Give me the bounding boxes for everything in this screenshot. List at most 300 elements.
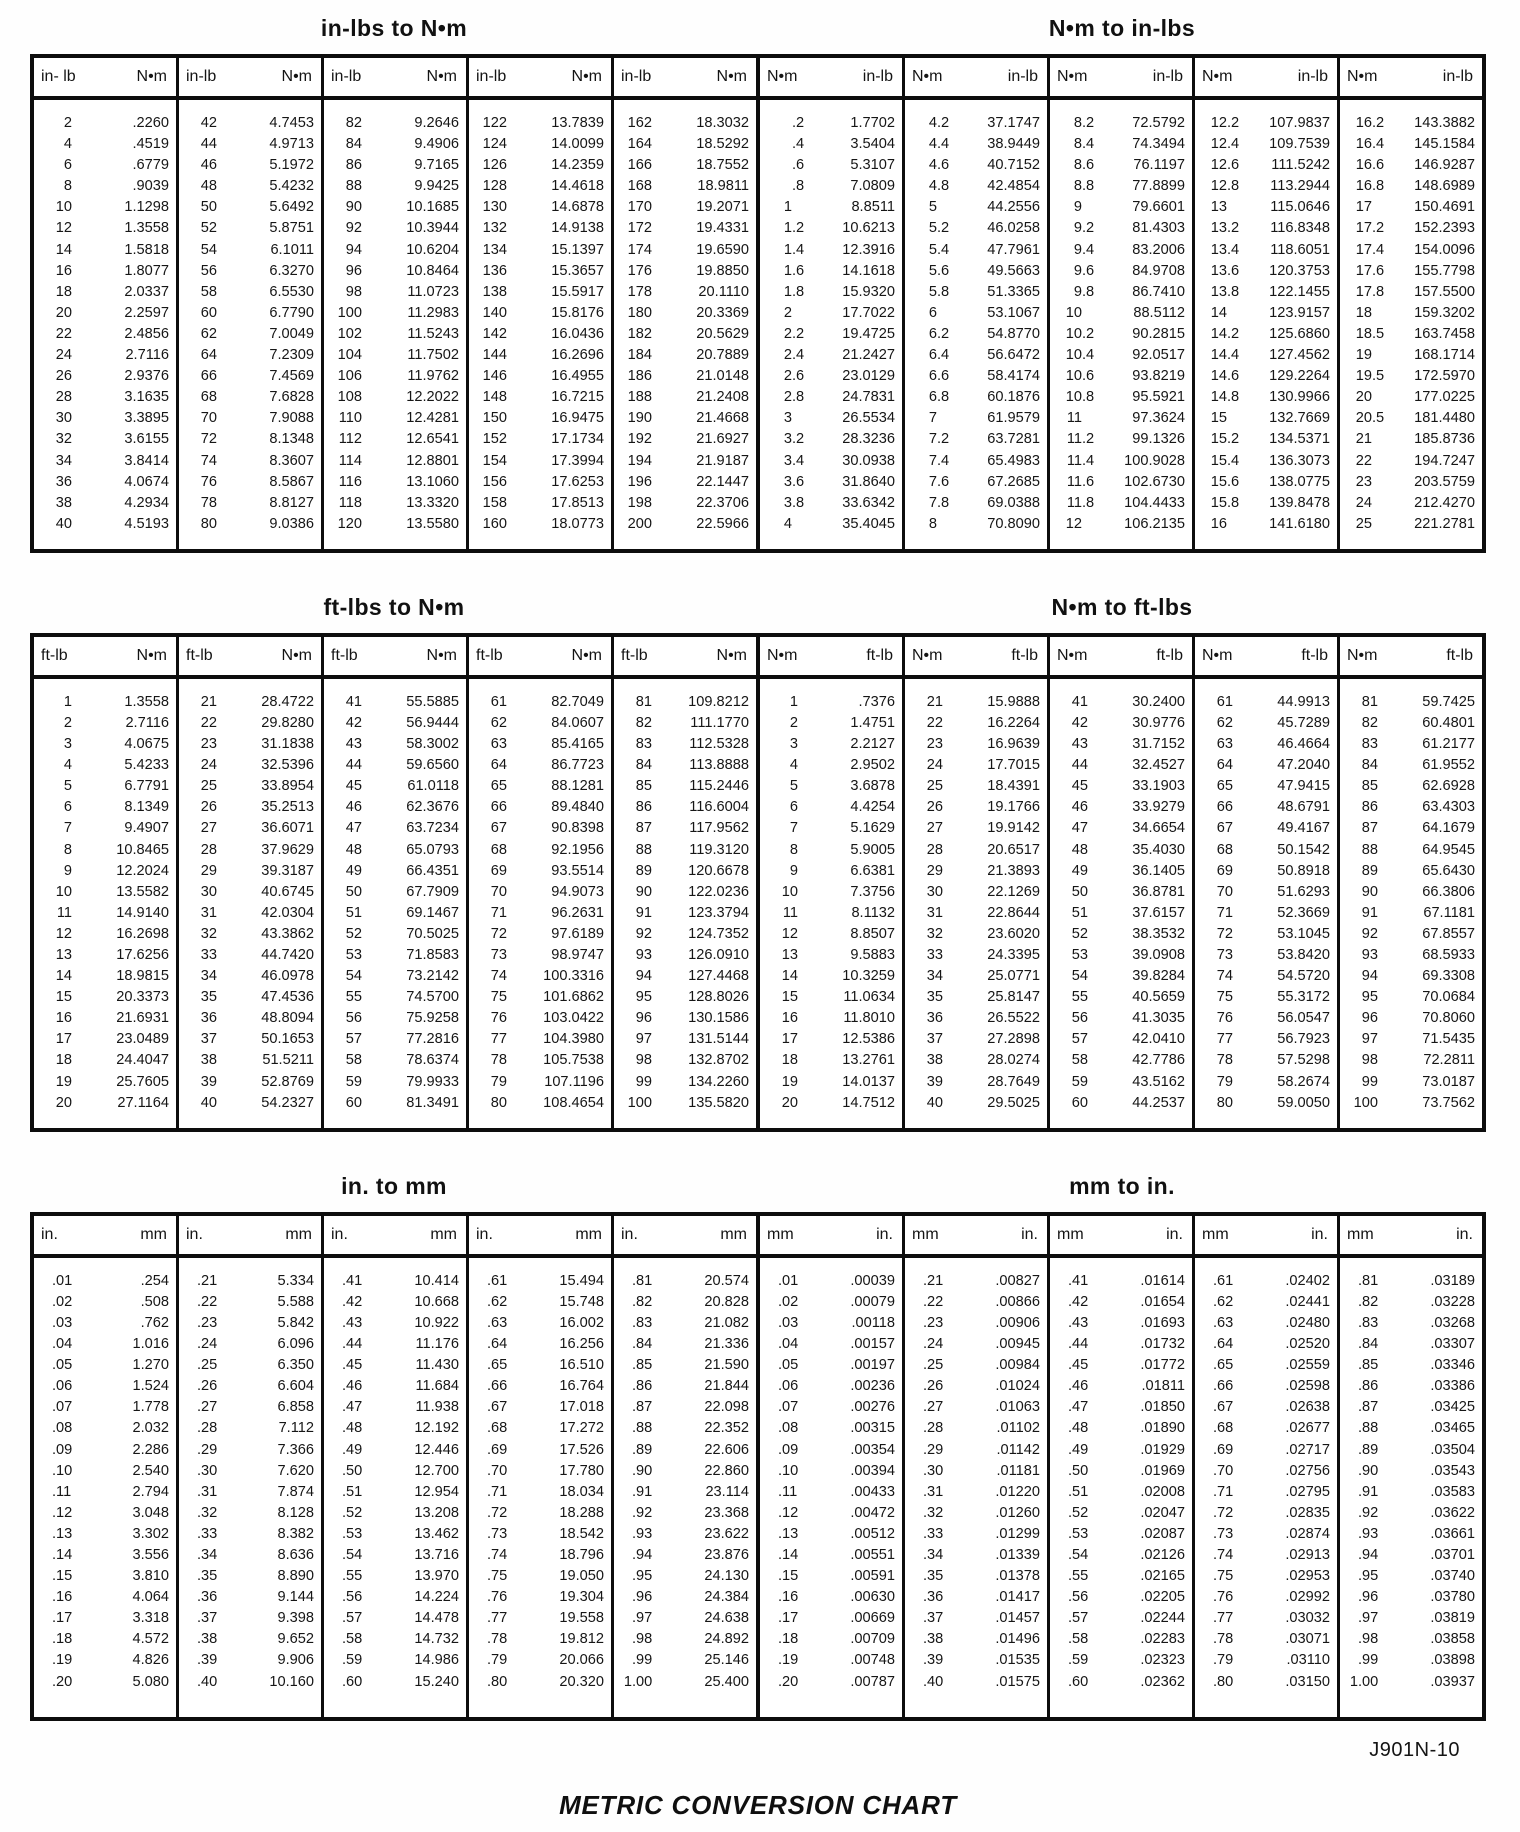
to-value: 62.6928 — [1422, 778, 1475, 795]
from-value: .38 — [197, 1631, 218, 1648]
from-value: 69 — [490, 862, 507, 879]
table-row — [760, 903, 902, 924]
table-row — [469, 240, 611, 261]
from-value: .03 — [778, 1314, 799, 1331]
table-row — [324, 1440, 466, 1461]
column-group — [1192, 58, 1337, 549]
from-value: 9.2 — [1073, 220, 1095, 237]
from-value: 114 — [338, 452, 362, 469]
table-row — [179, 113, 321, 134]
from-value: 2.6 — [783, 368, 805, 385]
from-value: 17 — [55, 1031, 72, 1048]
table-row — [1340, 903, 1482, 924]
to-value: 17.1734 — [551, 431, 604, 448]
from-value: 36 — [55, 473, 72, 490]
to-value: 16.9639 — [987, 736, 1040, 753]
to-value: 5.588 — [277, 1293, 314, 1310]
table-row — [1195, 966, 1337, 987]
from-value: 59 — [345, 1073, 362, 1090]
from-value: 186 — [627, 368, 652, 385]
to-value: 155.7798 — [1414, 262, 1475, 279]
table-row — [1340, 797, 1482, 818]
to-value: 21.2427 — [842, 347, 895, 364]
to-value: .00433 — [850, 1483, 895, 1500]
from-value: 28 — [926, 841, 943, 858]
to-value: 88.1281 — [551, 778, 604, 795]
to-value: 82.7049 — [551, 693, 604, 710]
to-value: 11.8010 — [843, 1010, 895, 1027]
table-row — [1050, 345, 1192, 366]
to-value: .01772 — [1140, 1357, 1185, 1374]
from-value: 55 — [1071, 989, 1088, 1006]
to-value: 25.400 — [704, 1673, 749, 1690]
to-value: 20.5629 — [696, 325, 749, 342]
to-value: 9.5883 — [850, 947, 895, 963]
to-value: 13.5582 — [116, 883, 169, 900]
table-row — [1340, 176, 1482, 197]
table-row — [614, 1672, 756, 1693]
from-value: .35 — [923, 1568, 944, 1585]
from-value: 27 — [926, 820, 943, 837]
table-row — [760, 345, 902, 366]
table-row — [760, 1672, 902, 1693]
to-value: 67.1181 — [1423, 904, 1475, 921]
from-unit-label: in. — [331, 1225, 348, 1243]
table-row — [905, 1482, 1047, 1503]
from-value: 91 — [1361, 904, 1378, 921]
from-value: 54 — [345, 968, 362, 985]
from-value: .83 — [632, 1314, 653, 1331]
from-value: .66 — [1213, 1378, 1234, 1395]
from-value: 22 — [55, 325, 72, 342]
to-unit-label: ft-lb — [866, 646, 893, 664]
to-value: 6.096 — [277, 1336, 314, 1353]
to-value: 20.3373 — [116, 989, 169, 1006]
to-value: 13.2761 — [842, 1052, 895, 1069]
table-row — [905, 472, 1047, 493]
column-headers — [469, 1216, 611, 1258]
to-value: 19.304 — [559, 1589, 604, 1606]
to-value: .254 — [140, 1272, 169, 1289]
from-value: 7 — [928, 410, 937, 427]
table-row — [1340, 408, 1482, 429]
table-row — [324, 451, 466, 472]
from-value: .04 — [778, 1336, 799, 1353]
from-value: .47 — [342, 1399, 363, 1416]
table-row — [1195, 1440, 1337, 1461]
table-row — [179, 134, 321, 155]
from-value: 51 — [345, 904, 362, 921]
to-value: 8.128 — [277, 1504, 314, 1521]
table-row — [324, 861, 466, 882]
to-value: 46.0978 — [261, 968, 314, 985]
from-value: 63 — [490, 736, 507, 753]
to-value: 17.8513 — [551, 494, 604, 511]
from-value: .69 — [1213, 1441, 1234, 1458]
column-group — [176, 1216, 321, 1717]
from-value: 3 — [789, 736, 798, 753]
table-row — [614, 1029, 756, 1050]
to-value: .01220 — [995, 1483, 1040, 1500]
from-value: 128 — [482, 178, 507, 195]
column-headers — [34, 58, 176, 100]
from-value: 32 — [200, 925, 217, 942]
from-value: .60 — [342, 1673, 363, 1690]
from-value: 40 — [55, 515, 72, 532]
column-headers — [324, 1216, 466, 1258]
table-row — [324, 1524, 466, 1545]
from-value: .74 — [1213, 1546, 1234, 1563]
from-value: 34 — [926, 968, 943, 985]
table-row — [179, 493, 321, 514]
table-row — [324, 408, 466, 429]
from-value: 80 — [1216, 1094, 1233, 1111]
from-value: 88 — [1361, 841, 1378, 858]
table-row — [469, 155, 611, 176]
table-row — [179, 261, 321, 282]
to-value: 84.9708 — [1132, 262, 1185, 279]
to-value: 122.1455 — [1269, 283, 1330, 300]
to-value: .02559 — [1285, 1357, 1330, 1374]
column-rows — [905, 679, 1047, 1128]
length-section — [30, 1168, 1486, 1721]
from-value: 6 — [63, 799, 72, 816]
to-value: 7.0809 — [850, 178, 895, 195]
from-value: .72 — [487, 1504, 508, 1521]
from-value: .38 — [923, 1631, 944, 1648]
to-value: 108.4654 — [543, 1094, 604, 1111]
from-value: 59 — [1071, 1073, 1088, 1090]
from-value: 6 — [789, 799, 798, 816]
table-row — [34, 155, 176, 176]
from-value: .63 — [1213, 1314, 1234, 1331]
from-value: 50 — [345, 883, 362, 900]
from-value: .24 — [197, 1336, 218, 1353]
from-value: .02 — [778, 1293, 799, 1310]
from-value: 11 — [56, 904, 72, 921]
from-value: 28 — [200, 841, 217, 858]
from-value: 10 — [1065, 304, 1082, 321]
from-value: 8.8 — [1073, 178, 1095, 195]
from-unit-label: in- lb — [41, 68, 76, 85]
table-row — [614, 840, 756, 861]
from-unit-label: in-lb — [331, 68, 362, 85]
from-value: 58 — [345, 1052, 362, 1069]
to-value: .00669 — [850, 1610, 895, 1627]
from-value: .68 — [487, 1420, 508, 1437]
from-value: .11 — [778, 1483, 798, 1500]
from-value: 60 — [200, 304, 217, 321]
table-row — [469, 1292, 611, 1313]
from-value: 16 — [1210, 515, 1227, 532]
from-value: 79 — [1216, 1073, 1233, 1090]
to-value: 19.050 — [559, 1568, 604, 1585]
from-value: 52 — [1071, 925, 1088, 942]
table-row — [324, 692, 466, 713]
to-value: .9039 — [132, 178, 169, 195]
to-value: 3.5404 — [850, 136, 895, 153]
table-row — [1050, 1440, 1192, 1461]
to-value: 55.5885 — [406, 693, 459, 710]
table-row — [469, 797, 611, 818]
column-rows — [179, 679, 321, 1128]
to-value: 4.9713 — [269, 136, 314, 153]
table-row — [905, 387, 1047, 408]
table-row — [34, 1397, 176, 1418]
table-row — [905, 924, 1047, 945]
column-group — [466, 1216, 611, 1717]
to-value: 116.6004 — [689, 799, 749, 816]
to-value: 12.4281 — [406, 410, 459, 427]
to-value: 60.4801 — [1422, 714, 1475, 731]
from-value: 200 — [627, 515, 652, 532]
table-row — [614, 1482, 756, 1503]
to-value: .01614 — [1140, 1272, 1185, 1289]
to-value: .02323 — [1140, 1652, 1185, 1669]
table-row — [1195, 1292, 1337, 1313]
from-value: 5.4 — [928, 241, 950, 258]
from-value: 51 — [1071, 904, 1088, 921]
table-row — [469, 1271, 611, 1292]
column-rows — [34, 1258, 176, 1717]
to-value: 58.4174 — [987, 368, 1040, 385]
to-value: .01575 — [995, 1673, 1040, 1690]
from-value: 196 — [627, 473, 652, 490]
to-value: 11.430 — [415, 1357, 459, 1374]
to-value: 13.7839 — [551, 115, 604, 131]
to-value: 21.2408 — [696, 389, 749, 406]
to-value: 10.8464 — [406, 262, 459, 279]
table-row — [179, 1376, 321, 1397]
from-unit-label: N•m — [1347, 68, 1378, 85]
to-value: .03701 — [1430, 1546, 1475, 1563]
table-row — [1340, 155, 1482, 176]
to-value: 1.5818 — [124, 241, 169, 258]
to-value: 31.7152 — [1132, 736, 1185, 753]
from-value: 8 — [928, 515, 937, 532]
table-row — [614, 1608, 756, 1629]
to-value: 128.8026 — [688, 989, 749, 1006]
to-value: .03346 — [1430, 1357, 1475, 1374]
to-value: .02913 — [1285, 1546, 1330, 1563]
table-row — [760, 1650, 902, 1671]
table-row — [34, 1376, 176, 1397]
from-value: .96 — [632, 1589, 653, 1606]
to-value: 65.6430 — [1422, 862, 1475, 879]
table-row — [179, 1650, 321, 1671]
to-value: 10.6213 — [842, 220, 895, 237]
column-headers — [1340, 637, 1482, 679]
table-row — [1050, 366, 1192, 387]
to-value: 65.4983 — [987, 452, 1040, 469]
from-value: 112 — [338, 431, 362, 448]
page-title: METRIC CONVERSION CHART — [559, 1789, 957, 1820]
from-value: 81 — [1361, 693, 1378, 710]
to-value: 7.874 — [277, 1483, 314, 1500]
to-value: 42.7786 — [1132, 1052, 1185, 1069]
from-value: 162 — [627, 115, 652, 131]
to-value: 81.3491 — [406, 1094, 459, 1111]
table-row — [760, 1334, 902, 1355]
to-value: .03858 — [1430, 1631, 1475, 1648]
to-value: 66.4351 — [406, 862, 459, 879]
to-value: 18.7552 — [696, 157, 749, 174]
from-value: .77 — [1213, 1610, 1234, 1627]
from-value: 15 — [1210, 410, 1227, 427]
to-value: 43.5162 — [1132, 1073, 1185, 1090]
to-value: 141.6180 — [1269, 515, 1330, 532]
table-row — [324, 903, 466, 924]
from-value: 61 — [490, 693, 507, 710]
to-value: 48.6791 — [1277, 799, 1330, 816]
table-row — [905, 1608, 1047, 1629]
from-value: 95 — [1361, 989, 1378, 1006]
to-value: 19.1766 — [987, 799, 1040, 816]
to-value: 61.0118 — [407, 778, 459, 795]
from-value: 85 — [635, 778, 652, 795]
to-value: 6.7791 — [124, 778, 169, 795]
column-group — [760, 637, 902, 1128]
to-value: .00551 — [850, 1546, 895, 1563]
from-unit-label: ft-lb — [41, 646, 68, 664]
table-row — [469, 692, 611, 713]
to-value: 21.590 — [704, 1357, 749, 1374]
table-row — [760, 1587, 902, 1608]
from-unit-label: N•m — [1202, 646, 1233, 664]
from-value: 13 — [781, 947, 798, 963]
table-row — [179, 818, 321, 839]
table-row — [1195, 1608, 1337, 1629]
column-headers — [1050, 1216, 1192, 1258]
table-row — [614, 451, 756, 472]
from-value: .18 — [52, 1631, 73, 1648]
table-row — [1340, 1503, 1482, 1524]
from-value: 42 — [200, 115, 217, 131]
table-row — [179, 1072, 321, 1093]
table-row — [34, 472, 176, 493]
column-headers — [324, 58, 466, 100]
table-row — [1340, 692, 1482, 713]
from-value: 1.2 — [783, 220, 805, 237]
from-value: .71 — [487, 1483, 508, 1500]
from-value: .68 — [1213, 1420, 1234, 1437]
to-value: 54.8770 — [987, 325, 1040, 342]
from-value: 8.6 — [1073, 157, 1095, 174]
table-row — [324, 282, 466, 303]
to-value: .02480 — [1285, 1314, 1330, 1331]
from-value: .19 — [52, 1652, 73, 1669]
from-value: .19 — [778, 1652, 799, 1669]
table-row — [324, 1397, 466, 1418]
from-value: 5.8 — [928, 283, 950, 300]
from-value: 42 — [345, 714, 362, 731]
from-value: 10.8 — [1065, 389, 1095, 406]
to-value: 52.8769 — [261, 1073, 314, 1090]
to-value: 17.018 — [559, 1399, 604, 1416]
to-value: 23.6020 — [987, 925, 1040, 942]
table-row — [1195, 692, 1337, 713]
to-value: 35.4045 — [842, 515, 895, 532]
table-row — [1050, 218, 1192, 239]
from-value: 21 — [1355, 431, 1372, 448]
table-row — [1195, 134, 1337, 155]
from-value: .32 — [923, 1504, 944, 1521]
column-group — [611, 1216, 756, 1717]
to-value: 42.4854 — [987, 178, 1040, 195]
from-value: 136 — [482, 262, 507, 279]
table-row — [469, 451, 611, 472]
to-value: 97.3624 — [1132, 410, 1185, 427]
table-row — [469, 1503, 611, 1524]
table-row — [469, 1072, 611, 1093]
to-unit-label: ft-lb — [1156, 646, 1183, 664]
to-value: 9.2646 — [414, 115, 459, 131]
to-value: 29.5025 — [987, 1094, 1040, 1111]
to-value: .00039 — [850, 1272, 895, 1289]
table-row — [324, 1418, 466, 1439]
to-value: 7.0049 — [269, 325, 314, 342]
table-row — [614, 755, 756, 776]
to-value: 9.4906 — [414, 136, 459, 153]
from-value: 29 — [926, 862, 943, 879]
table-row — [905, 324, 1047, 345]
from-value: 12.2 — [1210, 115, 1240, 131]
to-value: 127.4562 — [1269, 347, 1330, 364]
table-row — [614, 366, 756, 387]
table-row — [469, 1008, 611, 1029]
table-row — [324, 1334, 466, 1355]
from-value: 182 — [627, 325, 652, 342]
to-value: 93.8219 — [1132, 368, 1185, 385]
from-value: .93 — [632, 1525, 653, 1542]
table-row — [1050, 155, 1192, 176]
to-value: 64.9545 — [1422, 841, 1475, 858]
to-value: .00787 — [850, 1673, 895, 1690]
table-row — [905, 1093, 1047, 1114]
to-unit-label: in. — [1166, 1225, 1183, 1243]
table-row — [614, 429, 756, 450]
from-value: 21 — [926, 693, 943, 710]
to-value: 9.398 — [277, 1610, 314, 1627]
from-value: .79 — [1213, 1652, 1234, 1669]
from-value: 28 — [55, 389, 72, 406]
from-value: 13.6 — [1210, 262, 1240, 279]
table-row — [179, 1482, 321, 1503]
table-row — [1195, 903, 1337, 924]
from-value: 174 — [627, 241, 652, 258]
to-value: .762 — [140, 1314, 169, 1331]
from-value: .39 — [923, 1652, 944, 1669]
from-value: 40 — [926, 1094, 943, 1111]
from-value: .07 — [52, 1399, 73, 1416]
from-value: .48 — [1068, 1420, 1089, 1437]
to-value: .01850 — [1140, 1399, 1185, 1416]
table-row — [469, 408, 611, 429]
to-value: 12.2024 — [116, 862, 169, 879]
table-row — [1050, 1029, 1192, 1050]
from-value: .42 — [1068, 1293, 1089, 1310]
to-value: 117.9562 — [689, 820, 749, 837]
table-row — [1195, 408, 1337, 429]
table-row — [760, 1292, 902, 1313]
to-value: 36.6071 — [261, 820, 314, 837]
column-headers — [760, 637, 902, 679]
to-value: 203.5759 — [1414, 473, 1475, 490]
torque-inlb-tables-row — [30, 54, 1486, 553]
to-value: 4.064 — [132, 1589, 169, 1606]
from-value: 75 — [490, 989, 507, 1006]
to-value: 109.7539 — [1269, 136, 1330, 153]
